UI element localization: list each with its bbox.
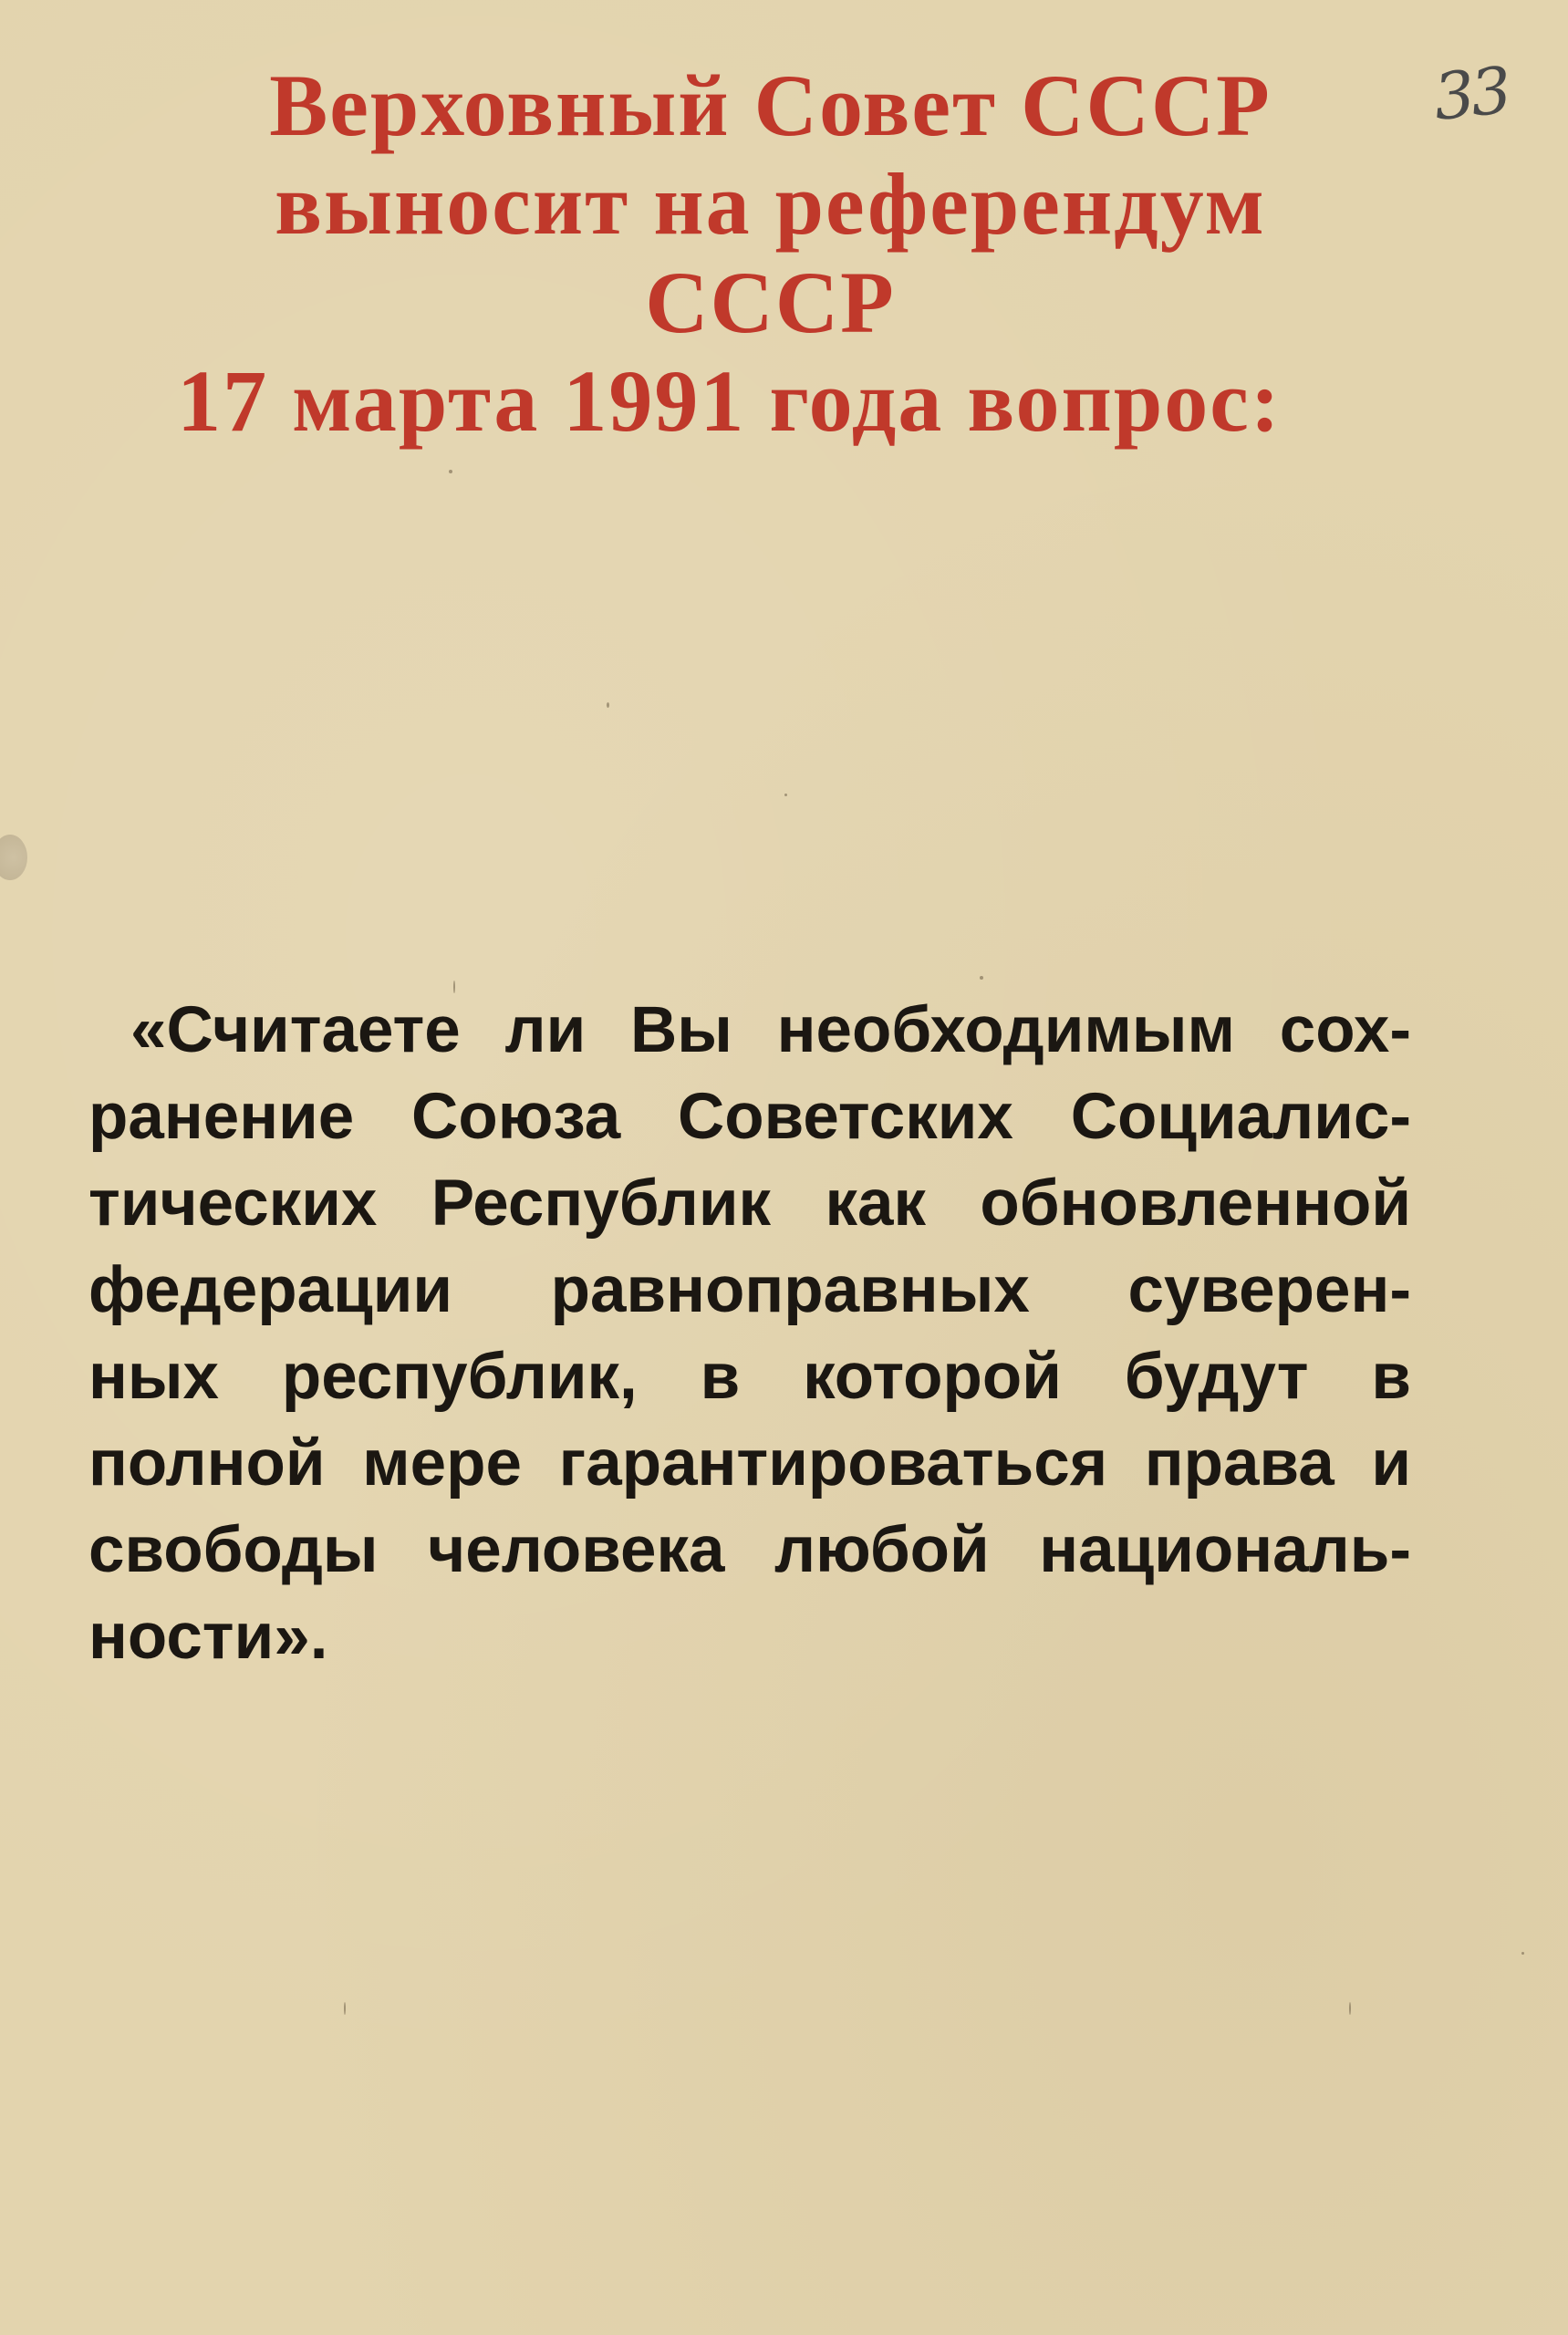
paper-speck bbox=[607, 702, 609, 708]
heading-line: СССР bbox=[645, 254, 896, 351]
archive-page-number: 33 bbox=[1429, 52, 1512, 136]
paper-speck bbox=[344, 2002, 346, 2015]
question-line: ности». bbox=[88, 1601, 328, 1673]
question-line: ранение Союза Советских Социалис- bbox=[88, 1081, 1411, 1153]
paper-speck bbox=[1349, 2002, 1351, 2015]
heading-line: Верховный Совет СССР bbox=[269, 57, 1272, 154]
question-line: «Считаете ли Вы необходимым сох- bbox=[130, 994, 1411, 1066]
paper-speck bbox=[784, 794, 787, 796]
question-line: полной мере гарантироваться права и bbox=[88, 1427, 1411, 1500]
paper-speck bbox=[980, 976, 983, 980]
paper-speck bbox=[1521, 1952, 1524, 1955]
binder-hole bbox=[0, 835, 27, 880]
referendum-question bbox=[88, 987, 1411, 1680]
question-line: свободы человека любой националь- bbox=[88, 1514, 1411, 1586]
heading-line: 17 марта 1991 года вопрос: bbox=[177, 352, 1282, 450]
paper-speck bbox=[449, 470, 452, 473]
document-heading bbox=[0, 57, 1568, 451]
question-line: тических Республик как обновленной bbox=[88, 1168, 1411, 1240]
heading-line: выносит на референдум bbox=[275, 155, 1266, 253]
question-line: федерации равноправных суверен- bbox=[88, 1254, 1411, 1326]
question-line: ных республик, в которой будут в bbox=[88, 1341, 1411, 1413]
